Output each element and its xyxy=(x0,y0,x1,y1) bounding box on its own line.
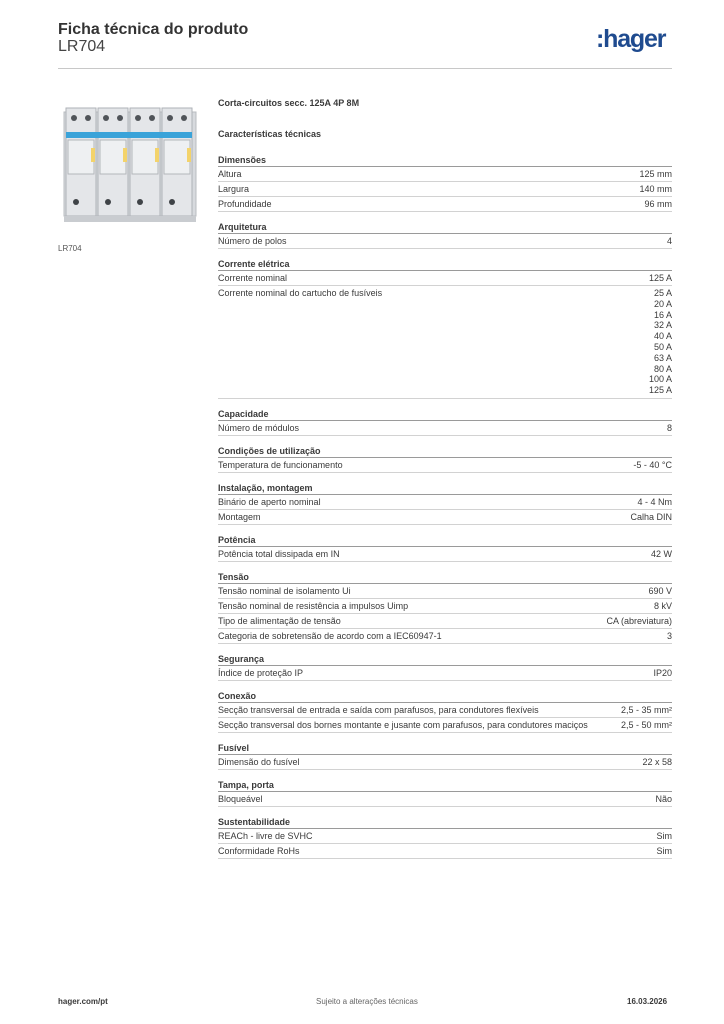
spec-label: Secção transversal de entrada e saída com parafusos, para condutores flexíveis xyxy=(218,704,539,715)
header-divider xyxy=(58,68,672,69)
spec-label: Bloqueável xyxy=(218,793,263,804)
section-title: Segurança xyxy=(218,653,672,666)
section-title: Conexão xyxy=(218,690,672,703)
spec-row xyxy=(218,547,672,562)
spec-content xyxy=(218,97,672,868)
spec-value: 690 V xyxy=(648,585,672,596)
spec-value: 4 xyxy=(666,236,672,246)
spec-row xyxy=(218,829,672,844)
section-title: Potência xyxy=(218,534,672,547)
spec-section xyxy=(218,445,672,473)
spec-value-item: 32 A xyxy=(653,320,672,331)
spec-value: 22 x 58 xyxy=(642,756,672,767)
spec-value-item: 80 A xyxy=(653,363,672,374)
spec-label: Corrente nominal xyxy=(218,273,288,283)
spec-value: Sim xyxy=(656,830,672,841)
section-title: Tampa, porta xyxy=(218,779,672,792)
spec-value: -5 - 40 °C xyxy=(633,459,672,470)
spec-value-item: 40 A xyxy=(653,331,672,342)
spec-value: 125 A xyxy=(648,273,672,283)
spec-value-item: 50 A xyxy=(653,341,672,352)
section-title: Condições de utilização xyxy=(218,445,672,458)
spec-section xyxy=(218,742,672,770)
section-title: Corrente elétrica xyxy=(218,258,672,271)
spec-row xyxy=(218,629,672,644)
spec-section xyxy=(218,816,672,859)
spec-row xyxy=(218,510,672,525)
spec-row xyxy=(218,614,672,629)
section-title: Arquitetura xyxy=(218,221,672,234)
spec-label: Dimensão do fusível xyxy=(218,756,300,767)
spec-row xyxy=(218,458,672,473)
spec-label: Altura xyxy=(218,169,242,179)
spec-row xyxy=(218,584,672,599)
spec-label: Tensão nominal de isolamento Ui xyxy=(218,585,351,596)
spec-value: 96 mm xyxy=(644,199,672,209)
page-title: Ficha técnica do produto xyxy=(58,21,249,38)
spec-value: Sim xyxy=(656,845,672,856)
spec-label: Secção transversal dos bornes montante e jusante com parafusos, para condutores maciços xyxy=(218,719,588,730)
spec-row xyxy=(218,495,672,510)
spec-label: REACh - livre de SVHC xyxy=(218,830,313,841)
spec-section xyxy=(218,690,672,733)
spec-row xyxy=(218,421,672,436)
spec-label: Índice de proteção IP xyxy=(218,667,304,678)
spec-row xyxy=(218,666,672,681)
spec-label: Tipo de alimentação de tensão xyxy=(218,615,341,626)
spec-value: 125 mm xyxy=(639,169,672,179)
spec-label: Número de módulos xyxy=(218,422,300,433)
spec-label: Temperatura de funcionamento xyxy=(218,459,343,470)
footer-website-link[interactable]: hager.com/pt xyxy=(58,997,108,1006)
spec-label: Conformidade RoHs xyxy=(218,845,300,856)
footer-date: 16.03.2026 xyxy=(627,997,668,1006)
spec-label: Tensão nominal de resistência a impulsos Uimp xyxy=(218,600,409,611)
spec-section xyxy=(218,571,672,644)
spec-row xyxy=(218,755,672,770)
spec-value-item: 16 A xyxy=(653,309,672,320)
spec-row xyxy=(218,271,672,286)
spec-value: 2,5 - 35 mm² xyxy=(620,704,672,715)
section-title: Capacidade xyxy=(218,408,672,421)
spec-section xyxy=(218,221,672,249)
section-title: Dimensões xyxy=(218,154,672,167)
footer-disclaimer: Sujeito a alterações técnicas xyxy=(316,997,418,1006)
spec-section xyxy=(218,408,672,436)
spec-row xyxy=(218,197,672,212)
image-caption: LR704 xyxy=(58,244,82,253)
spec-label: Categoria de sobretensão de acordo com a IEC60947-1 xyxy=(218,630,442,641)
spec-row xyxy=(218,167,672,182)
spec-value-item: 20 A xyxy=(653,298,672,309)
spec-label: Corrente nominal do cartucho de fusíveis xyxy=(218,288,383,298)
section-title: Instalação, montagem xyxy=(218,482,672,495)
spec-value-item: 25 A xyxy=(653,288,672,298)
spec-section xyxy=(218,258,672,399)
spec-label: Binário de aperto nominal xyxy=(218,496,321,507)
spec-label: Potência total dissipada em IN xyxy=(218,548,340,559)
product-name: Corta-circuitos secc. 125A 4P 8M xyxy=(218,98,360,108)
spec-value: 3 xyxy=(666,630,672,641)
spec-value: 2,5 - 50 mm² xyxy=(620,719,672,730)
spec-value: 140 mm xyxy=(639,184,672,194)
spec-row xyxy=(218,792,672,807)
spec-row xyxy=(218,718,672,733)
spec-row xyxy=(218,703,672,718)
spec-value: Calha DIN xyxy=(630,511,672,522)
spec-sections xyxy=(218,154,672,859)
spec-row xyxy=(218,844,672,859)
hager-logo[interactable] xyxy=(596,25,665,54)
spec-section xyxy=(218,779,672,807)
spec-value: CA (abreviatura) xyxy=(606,615,672,626)
spec-value: 42 W xyxy=(650,548,672,559)
spec-value: 8 xyxy=(666,422,672,433)
section-title: Fusível xyxy=(218,742,672,755)
spec-row xyxy=(218,234,672,249)
spec-row xyxy=(218,599,672,614)
spec-value-item: 125 A xyxy=(648,385,672,396)
logo-text: hager xyxy=(603,25,666,53)
spec-label: Montagem xyxy=(218,511,261,522)
spec-section xyxy=(218,154,672,212)
logo-dots: : xyxy=(596,25,604,53)
section-title: Tensão xyxy=(218,571,672,584)
spec-section xyxy=(218,534,672,562)
spec-value: 8 kV xyxy=(653,600,672,611)
section-title: Sustentabilidade xyxy=(218,816,672,829)
characteristics-title: Características técnicas xyxy=(218,129,322,139)
spec-value-item: 63 A xyxy=(653,352,672,363)
spec-label: Profundidade xyxy=(218,199,272,209)
spec-label: Número de polos xyxy=(218,236,287,246)
spec-value-item: 100 A xyxy=(648,374,672,385)
spec-value xyxy=(649,288,672,396)
spec-value: IP20 xyxy=(653,667,672,678)
spec-label: Largura xyxy=(218,184,250,194)
spec-value: 4 - 4 Nm xyxy=(637,496,672,507)
spec-row xyxy=(218,286,672,399)
spec-section xyxy=(218,653,672,681)
spec-row xyxy=(218,182,672,197)
spec-value: Não xyxy=(655,793,672,804)
spec-section xyxy=(218,482,672,525)
product-code: LR704 xyxy=(58,38,106,55)
product-image xyxy=(58,98,202,238)
